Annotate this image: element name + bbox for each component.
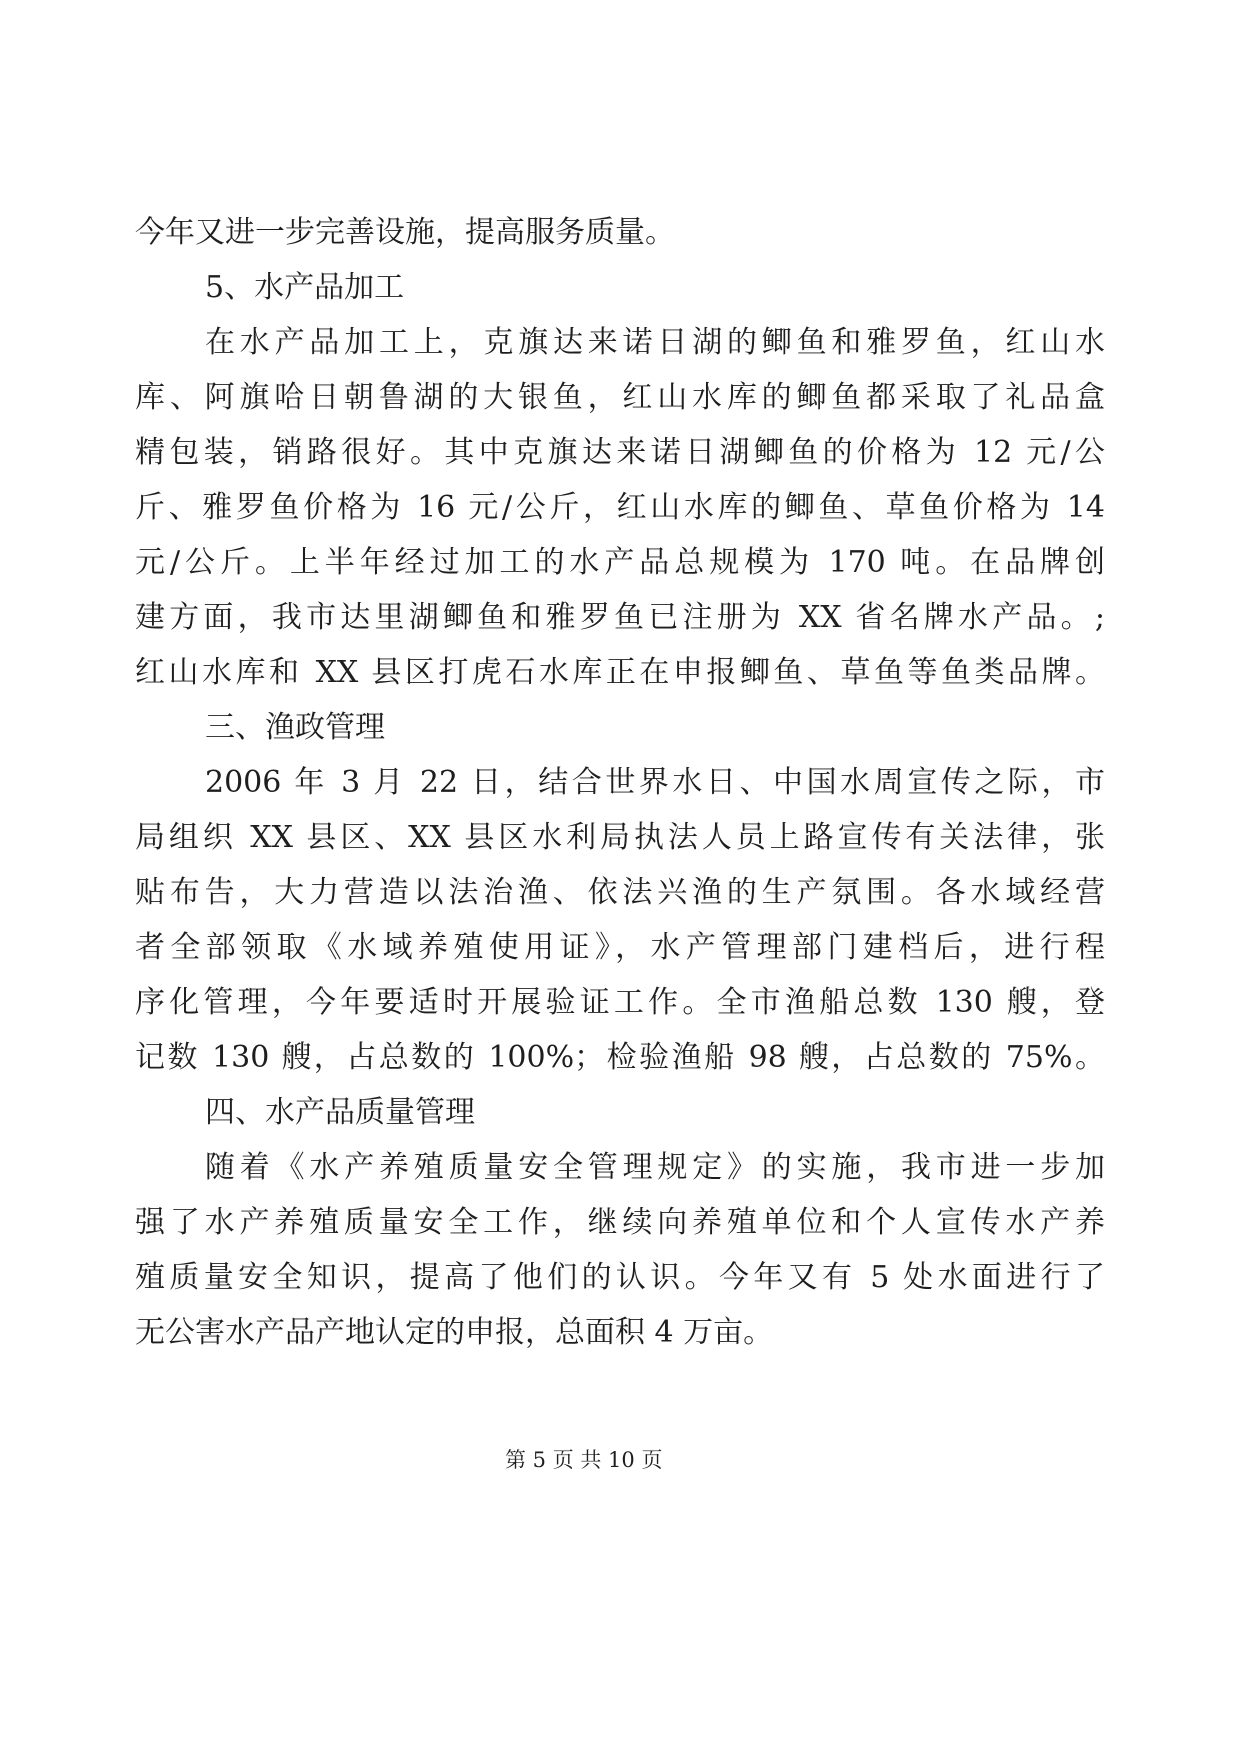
section-heading-fishery-administration (135, 700, 1105, 755)
paragraph-fishery-administration (135, 755, 1105, 1085)
paragraph-line: 红山水库和 XX 县区打虎石水库正在申报鲫鱼、草鱼等鱼类品牌。 (135, 655, 1105, 690)
page-number-footer: 第 5 页 共 10 页 (505, 1448, 663, 1472)
paragraph-line: 2006 年 3 月 22 日，结合世界水日、中国水周宣传之际，市 (205, 765, 1105, 800)
section-heading-quality-management (135, 1085, 1105, 1140)
section-heading: 四、水产品质量管理 (205, 1095, 475, 1130)
section-heading-aquatic-processing (135, 260, 1105, 315)
paragraph-line: 今年又进一步完善设施，提高服务质量。 (135, 215, 675, 250)
paragraph-line: 强了水产养殖质量安全工作，继续向养殖单位和个人宣传水产养 (135, 1205, 1105, 1240)
paragraph-line: 贴布告，大力营造以法治渔、依法兴渔的生产氛围。各水域经营 (135, 875, 1105, 910)
paragraph-line: 建方面，我市达里湖鲫鱼和雅罗鱼已注册为 XX 省名牌水产品。; (135, 600, 1105, 635)
paragraph-quality-management (135, 1140, 1105, 1360)
paragraph-line: 局组织 XX 县区、XX 县区水利局执法人员上路宣传有关法律，张 (135, 820, 1105, 855)
paragraph-line: 在水产品加工上，克旗达来诺日湖的鲫鱼和雅罗鱼，红山水 (205, 325, 1105, 360)
paragraph-continued (135, 205, 1105, 260)
paragraph-line: 无公害水产品产地认定的申报，总面积 4 万亩。 (135, 1315, 774, 1350)
section-heading: 三、渔政管理 (205, 710, 385, 745)
document-body (135, 205, 1105, 1360)
paragraph-aquatic-processing (135, 315, 1105, 700)
paragraph-line: 记数 130 艘，占总数的 100%；检验渔船 98 艘，占总数的 75%。 (135, 1040, 1105, 1075)
paragraph-line: 斤、雅罗鱼价格为 16 元/公斤，红山水库的鲫鱼、草鱼价格为 14 (135, 490, 1105, 525)
section-heading: 5、水产品加工 (205, 270, 405, 305)
paragraph-line: 序化管理，今年要适时开展验证工作。全市渔船总数 130 艘，登 (135, 985, 1105, 1020)
paragraph-line: 殖质量安全知识，提高了他们的认识。今年又有 5 处水面进行了 (135, 1260, 1105, 1295)
paragraph-line: 精包装，销路很好。其中克旗达来诺日湖鲫鱼的价格为 12 元/公 (135, 435, 1105, 470)
paragraph-line: 库、阿旗哈日朝鲁湖的大银鱼，红山水库的鲫鱼都采取了礼品盒 (135, 380, 1105, 415)
paragraph-line: 随着《水产养殖质量安全管理规定》的实施，我市进一步加 (205, 1150, 1105, 1185)
paragraph-line: 元/公斤。上半年经过加工的水产品总规模为 170 吨。在品牌创 (135, 545, 1105, 580)
paragraph-line: 者全部领取《水域养殖使用证》，水产管理部门建档后，进行程 (135, 930, 1105, 965)
